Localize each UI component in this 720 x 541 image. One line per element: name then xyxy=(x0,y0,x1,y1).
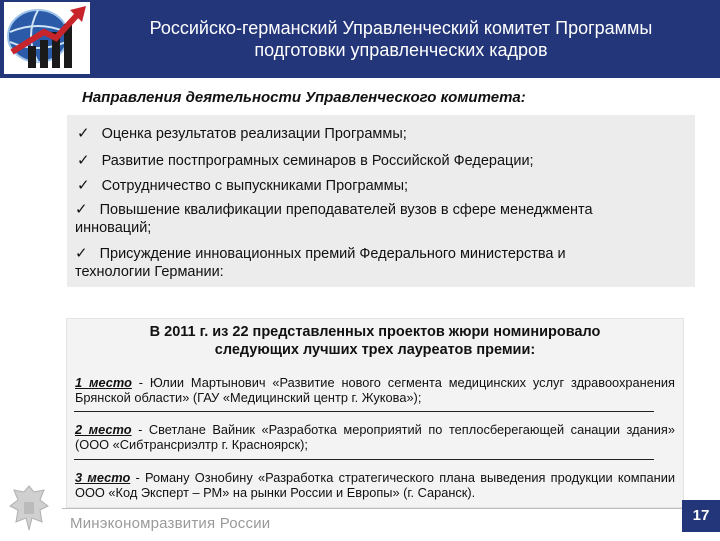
list-item-text: Сотрудничество с выпускниками Программы; xyxy=(101,178,409,194)
program-logo xyxy=(4,2,90,74)
list-item xyxy=(77,177,408,195)
emblem-icon xyxy=(4,482,54,536)
page-title xyxy=(96,17,706,61)
check-icon: ✓ xyxy=(77,177,90,194)
activities-list xyxy=(67,115,695,287)
awards-heading-line1: В 2011 г. из 22 представленных проектов жюри номинировало xyxy=(149,324,601,340)
list-item xyxy=(75,201,593,237)
list-item-text: Оценка результатов реализации Программы; xyxy=(101,126,407,142)
awards-heading xyxy=(67,323,683,359)
award-divider xyxy=(74,411,654,412)
check-icon: ✓ xyxy=(77,125,90,142)
list-item xyxy=(77,125,407,143)
list-item-text: Присуждение инновационных премий Федерального министерства и xyxy=(99,246,566,262)
award-divider xyxy=(74,459,654,460)
award-place: 2 место xyxy=(75,422,132,437)
list-item xyxy=(77,152,534,170)
check-icon: ✓ xyxy=(75,201,88,218)
award-text: - Роману Ознобину «Разработка стратегического плана выведения продукции компании ООО «Код Эксперт – РМ» на рынки России и Европы» (г. Саранск). xyxy=(75,470,675,500)
page-title-line2: подготовки управленческих кадров xyxy=(254,40,548,60)
award-text: - Светлане Вайник «Разработка мероприятий по теплосберегающей санации здания» (ООО «Сибтрансриэлтр г. Красноярск); xyxy=(75,422,675,452)
section-title: Направления деятельности Управленческого комитета: xyxy=(82,89,526,106)
check-icon: ✓ xyxy=(75,245,88,262)
globe-chart-icon xyxy=(4,2,90,74)
list-item-text-cont: инноваций; xyxy=(75,220,152,236)
list-item-text: Повышение квалификации преподавателей вузов в сфере менеджмента xyxy=(99,202,593,218)
page-number: 17 xyxy=(682,500,720,532)
list-item xyxy=(75,245,566,281)
list-item-text: Развитие постпрограмных семинаров в Российской Федерации; xyxy=(101,153,534,169)
award-place: 3 место xyxy=(75,470,131,485)
award-item-1 xyxy=(75,375,675,405)
page-title-line1: Российско-германский Управленческий комитет Программы xyxy=(149,18,653,38)
award-item-3 xyxy=(75,470,675,500)
check-icon: ✓ xyxy=(77,152,90,169)
ministry-label: Минэкономразвития России xyxy=(70,515,271,532)
list-item-text-cont: технологии Германии: xyxy=(75,264,224,280)
award-text: - Юлии Мартынович «Развитие нового сегмента медицинских услуг здравоохранения Брянской области» (ГАУ «Медицинский центр г. Жукова»); xyxy=(75,375,675,405)
footer-divider xyxy=(62,508,690,509)
award-place: 1 место xyxy=(75,375,132,390)
awards-heading-line2: следующих лучших трех лауреатов премии: xyxy=(214,342,536,358)
header-banner xyxy=(0,0,720,78)
awards-panel xyxy=(66,318,684,508)
award-item-2 xyxy=(75,422,675,452)
